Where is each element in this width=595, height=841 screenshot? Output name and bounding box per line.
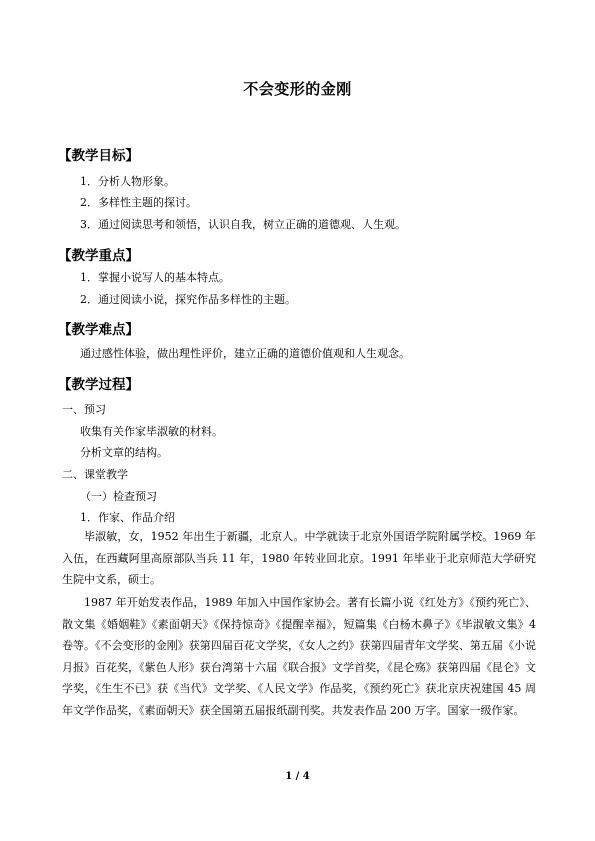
key-point-item: 1．掌握小说写人的基本特点。	[80, 271, 230, 284]
sub-step-item: 1．作家、作品介绍	[80, 511, 175, 524]
goal-item: 1．分析人物形象。	[80, 175, 175, 188]
difficulties-text: 通过感性体验，做出理性评价，建立正确的道德价值观和人生观念。	[80, 347, 410, 360]
process-heading: 【教学过程】	[58, 377, 139, 393]
author-works-paragraph: 1987 年开始发表作品，1989 年加入中国作家协会。著有长篇小说《红处方》《预约死亡》、散文集《婚姻鞋》《素面朝天》《保持惊奇》《提醒幸福》，短篇集《白杨木鼻子》《毕淑敏文集》4 卷等。《不会变形的金刚》获第四届百花文学奖，《女人之约》获第四届青年文学奖、第五届《小说月报》百花奖，《紫色人形》获台湾第十六届《联合报》文学首奖，《昆仑殇》获第四届《昆仑》文学奖，《生生不已》获《当代》文学奖、《人民文学》作品奖，《预约死亡》获北京庆祝建国 45 周年文学作品奖，《素面朝天》获全国第五届报纸副刊奖。共发表作品 200 万字。国家一级作家。	[62, 596, 536, 717]
author-bio-paragraph: 毕淑敏，女，1952 年出生于新疆，北京人。中学就读于北京外国语学院附属学校。1969 年入伍，在西藏阿里高原部队当兵 11 年，1980 年转业回北京。1991 年毕业于北京师范大学研究生院中文系，硕士。	[62, 530, 536, 587]
preview-item: 分析文章的结构。	[80, 446, 168, 459]
preview-item: 收集有关作家毕淑敏的材料。	[80, 425, 223, 438]
goal-item: 3．通过阅读思考和领悟，认识自我，树立正确的道德观、人生观。	[80, 218, 406, 231]
process-step-preview: 一、预习	[62, 403, 106, 416]
page-number: 1 / 4	[285, 771, 310, 782]
goal-item: 2．多样性主题的探讨。	[80, 196, 197, 209]
difficulties-heading: 【教学难点】	[58, 322, 139, 338]
process-step-classroom: 二、课堂教学	[62, 468, 128, 481]
key-points-heading: 【教学重点】	[58, 248, 139, 264]
document-title: 不会变形的金刚	[243, 80, 352, 98]
key-point-item: 2．通过阅读小说，探究作品多样性的主题。	[80, 293, 296, 306]
goals-heading: 【教学目标】	[58, 148, 139, 164]
sub-step-check-preview: （一）检查预习	[80, 490, 157, 503]
